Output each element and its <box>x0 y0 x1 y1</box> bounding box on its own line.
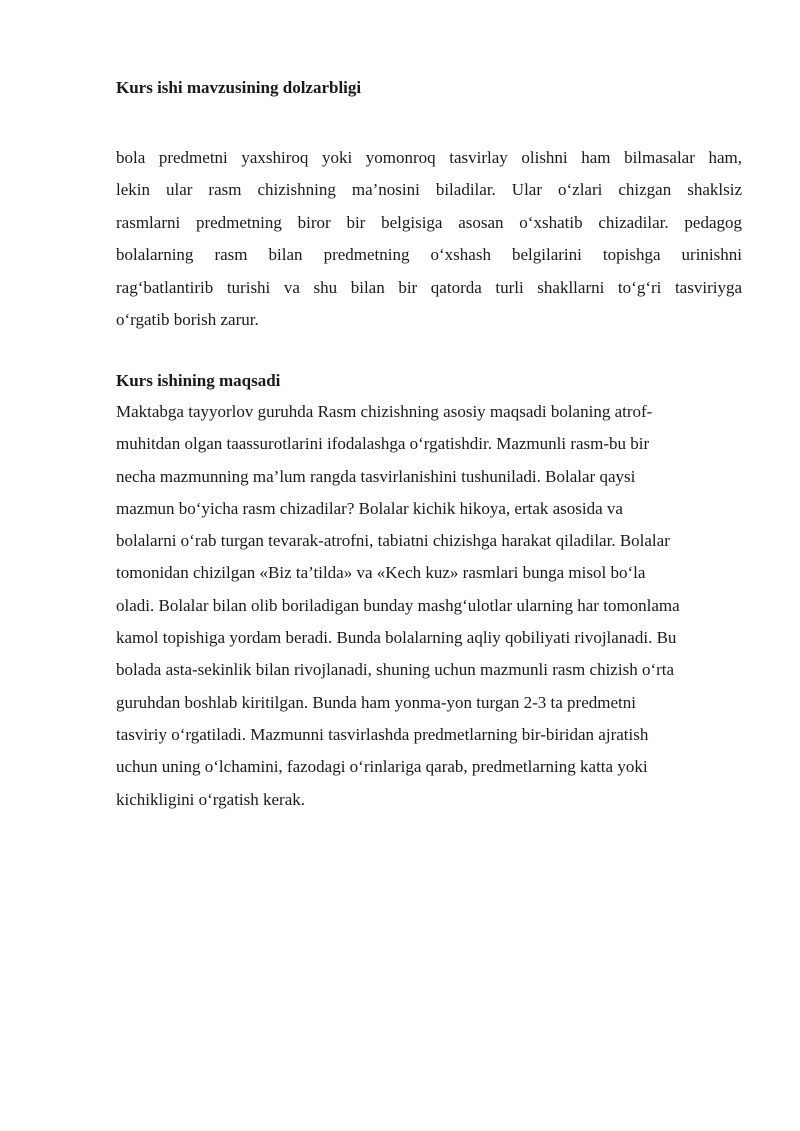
paragraph-line: rag‘batlantirib turishi va shu bilan bir qatorda turli shakllarni to‘g‘ri tasviriyga <box>116 277 742 297</box>
paragraph-line: bola predmetni yaxshiroq yoki yomonroq tasvirlay olishni ham bilmasalar ham, <box>116 148 742 167</box>
paragraph-line: lekin ular rasm chizishning ma’nosini biladilar. Ular o‘zlari chizgan shaklsiz <box>116 180 742 200</box>
paragraph-line: uchun uning o‘lchamini, fazodagi o‘rinlariga qarab, predmetlarning katta yoki <box>116 757 648 777</box>
paragraph-line: bolalarni o‘rab turgan tevarak-atrofni, tabiatni chizishga harakat qiladilar. Bolalar <box>116 531 670 551</box>
relevance-paragraph <box>116 142 742 336</box>
paragraph-line: guruhdan boshlab kiritilgan. Bunda ham yonma-yon turgan 2-3 ta predmetni <box>116 692 636 712</box>
section-heading-relevance: Kurs ishi mavzusining dolzarbligi <box>116 78 362 97</box>
paragraph-line: kamol topishiga yordam beradi. Bunda bolalarning aqliy qobiliyati rivojlanadi. Bu <box>116 628 677 648</box>
paragraph-line: rasmlarni predmetning biror bir belgisiga asosan o‘xshatib chizadilar. pedagog <box>116 212 742 232</box>
paragraph-line: bolada asta-sekinlik bilan rivojlanadi, shuning uchun mazmunli rasm chizish o‘rta <box>116 660 675 680</box>
paragraph-line: mazmun bo‘yicha rasm chizadilar? Bolalar kichik hikoya, ertak asosida va <box>116 498 623 518</box>
paragraph-line: Maktabga tayyorlov guruhda Rasm chizishning asosiy maqsadi bolaning atrof- <box>116 402 653 421</box>
paragraph-line: bolalarning rasm bilan predmetning o‘xshash belgilarini topishga urinishni <box>116 245 742 265</box>
paragraph-line: tasviriy o‘rgatiladi. Mazmunni tasvirlashda predmetlarning bir-biridan ajratish <box>116 724 649 744</box>
section-heading-goal: Kurs ishining maqsadi <box>116 371 281 390</box>
paragraph-line: oladi. Bolalar bilan olib boriladigan bunday mashg‘ulotlar ularning har tomonlama <box>116 595 680 615</box>
paragraph-line: o‘rgatib borish zarur. <box>116 310 259 330</box>
goal-paragraph <box>116 396 742 816</box>
paragraph-line: tomonidan chizilgan «Biz ta’tilda» va «Kech kuz» rasmlari bunga misol bo‘la <box>116 563 646 583</box>
paragraph-line: muhitdan olgan taassurotlarini ifodalashga o‘rgatishdir. Mazmunli rasm-bu bir <box>116 434 650 454</box>
paragraph-line: necha mazmunning ma’lum rangda tasvirlanishini tushuniladi. Bolalar qaysi <box>116 466 636 486</box>
paragraph-line: kichikligini o‘rgatish kerak. <box>116 789 306 809</box>
